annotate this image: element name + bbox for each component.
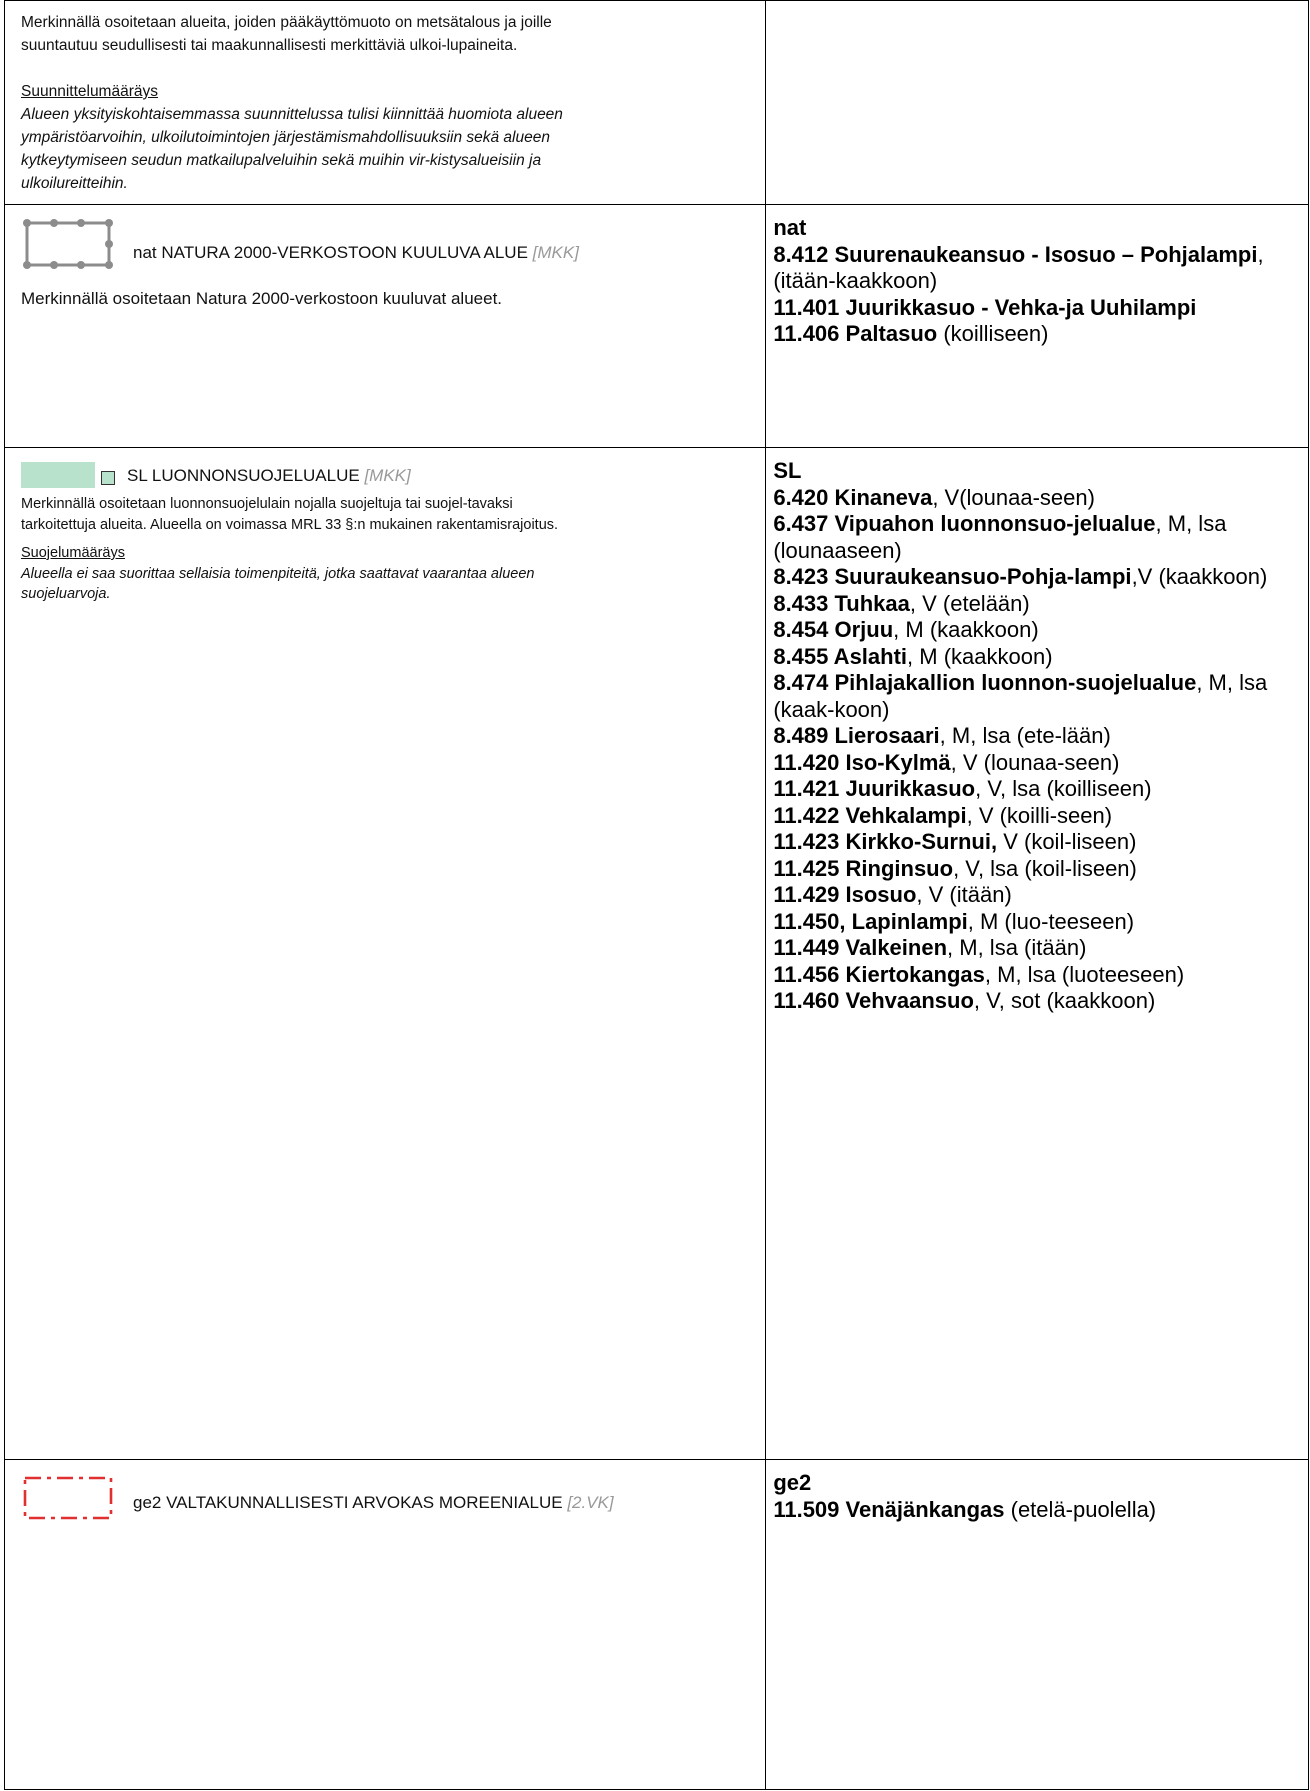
moraine-entry: 11.509 Venäjänkangas (etelä-puolella) [773, 1496, 1157, 1522]
legend-row-moraine [5, 1460, 1309, 1790]
legend-row-moraine-left [5, 1460, 766, 1790]
nature-reserve-symbol-tag: [MKK] [364, 465, 411, 485]
legend-row-natura [5, 205, 1309, 448]
legend-row-natura-right [766, 205, 1309, 448]
nature-reserve-entry: 11.450, Lapinlampi, M (luo-teeseen) [773, 908, 1135, 934]
nature-reserve-entry: 6.420 Kinaneva, V(lounaa-seen) [773, 484, 1095, 510]
natura-entry: 11.401 Juurikkasuo - Vehka-ja Uuhilampi [773, 294, 1197, 320]
nature-reserve-entry: 8.474 Pihlajakallion luonnon-suojelualue, M, lsa (kaak-koon) [773, 670, 1268, 722]
nature-reserve-fill-icon [21, 462, 95, 488]
nature-reserve-entry: 11.422 Vehkalampi, V (koilli-seen) [773, 802, 1113, 828]
nature-reserve-entry: 11.420 Iso-Kylmä, V (lounaa-seen) [773, 749, 1120, 775]
legend-row-forestry-left [5, 1, 766, 205]
natura-entry: 11.406 Paltasuo (koilliseen) [773, 321, 1049, 346]
natura-entry: 8.412 Suurenaukeansuo - Isosuo – Pohjalampi, (itään-kaakkoon) [773, 241, 1264, 293]
nature-reserve-regulation-text: Alueella ei saa suorittaa sellaisia toimenpiteitä, jotka saattavat vaarantaa alueen suojeluarvoja. [21, 565, 535, 602]
natura-description: Merkinnällä osoitetaan Natura 2000-verkostoon kuuluvat alueet. [21, 289, 503, 308]
nature-reserve-square-icon [101, 471, 115, 485]
nature-reserve-entry: 8.489 Lierosaari, M, lsa (ete-lään) [773, 723, 1111, 748]
legend-row-nature-reserve-left [5, 448, 766, 1460]
natura-symbol-tag: [MKK] [532, 242, 579, 262]
nature-reserve-code: SL [773, 458, 802, 483]
moraine-symbol-label: ge2 VALTAKUNNALLISESTI ARVOKAS MOREENIALUE [133, 1492, 563, 1512]
moraine-symbol-tag: [2.VK] [567, 1492, 614, 1512]
nature-reserve-entry: 6.437 Vipuahon luonnonsuo-jelualue, M, lsa (lounaaseen) [773, 511, 1227, 563]
moraine-code: ge2 [773, 1470, 812, 1495]
natura-code: nat [773, 215, 807, 240]
legend-table [4, 0, 1309, 1790]
legend-row-moraine-right [766, 1460, 1309, 1790]
nature-reserve-entry: 11.460 Vehvaansuo, V, sot (kaakkoon) [773, 988, 1156, 1013]
nature-reserve-entry: 11.421 Juurikkasuo, V, lsa (koilliseen) [773, 776, 1152, 801]
forestry-regulation-text: Alueen yksityiskohtaisemmassa suunnittelussa tulisi kiinnittää huomiota alueen ympäristöarvoihin, ulkoilutoimintojen järjestämismahdollisuuksiin sekä alueen kytkeytymiseen seudun matkailupalveluihin sekä muihin vir-kistysalueisiin ja ulkoilureitteihin. [21, 106, 563, 192]
legend-row-nature-reserve-right [766, 448, 1309, 1460]
nature-reserve-symbol-label: SL LUONNONSUOJELUALUE [127, 465, 360, 485]
nature-reserve-entry: 8.454 Orjuu, M (kaakkoon) [773, 617, 1039, 642]
natura-symbol-label: nat NATURA 2000-VERKOSTOON KUULUVA ALUE [133, 242, 528, 262]
nature-reserve-entry: 11.429 Isosuo, V (itään) [773, 882, 1012, 907]
nature-reserve-description: Merkinnällä osoitetaan luonnonsuojelulain nojalla suojeltuja tai suojel-tavaksi tarkoitettuja alueita. Alueella on voimassa MRL 33 §:n mukainen rakentamisrajoitus. [21, 496, 559, 533]
nature-reserve-entry: 11.425 Ringinsuo, V, lsa (koil-liseen) [773, 855, 1137, 881]
nature-reserve-entry: 8.455 Aslahti, M (kaakkoon) [773, 643, 1053, 669]
forestry-regulation-heading: Suunnittelumääräys [21, 83, 158, 100]
nature-reserve-entry: 11.423 Kirkko-Surnui, V (koil-liseen) [773, 829, 1137, 854]
nature-reserve-entry: 11.456 Kiertokangas, M, lsa (luoteeseen) [773, 961, 1185, 987]
nature-reserve-entry: 8.433 Tuhkaa, V (etelään) [773, 590, 1030, 616]
legend-row-forestry-right [766, 1, 1309, 205]
nature-reserve-entry: 11.449 Valkeinen, M, lsa (itään) [773, 935, 1087, 960]
natura-area-symbol-icon [21, 217, 115, 271]
legend-row-nature-reserve [5, 448, 1309, 1460]
legend-row-natura-left [5, 205, 766, 448]
nature-reserve-entry: 8.423 Suuraukeansuo-Pohja-lampi,V (kaakkoon) [773, 564, 1268, 589]
forestry-description: Merkinnällä osoitetaan alueita, joiden pääkäyttömuoto on metsätalous ja joille suuntautuu seudullisesti tai maakunnallisesti merkittäviä ulkoi-lupaineita. [21, 14, 552, 54]
nature-reserve-regulation-heading: Suojelumääräys [21, 545, 125, 561]
legend-row-forestry [5, 1, 1309, 205]
moraine-area-symbol-icon [21, 1472, 115, 1524]
